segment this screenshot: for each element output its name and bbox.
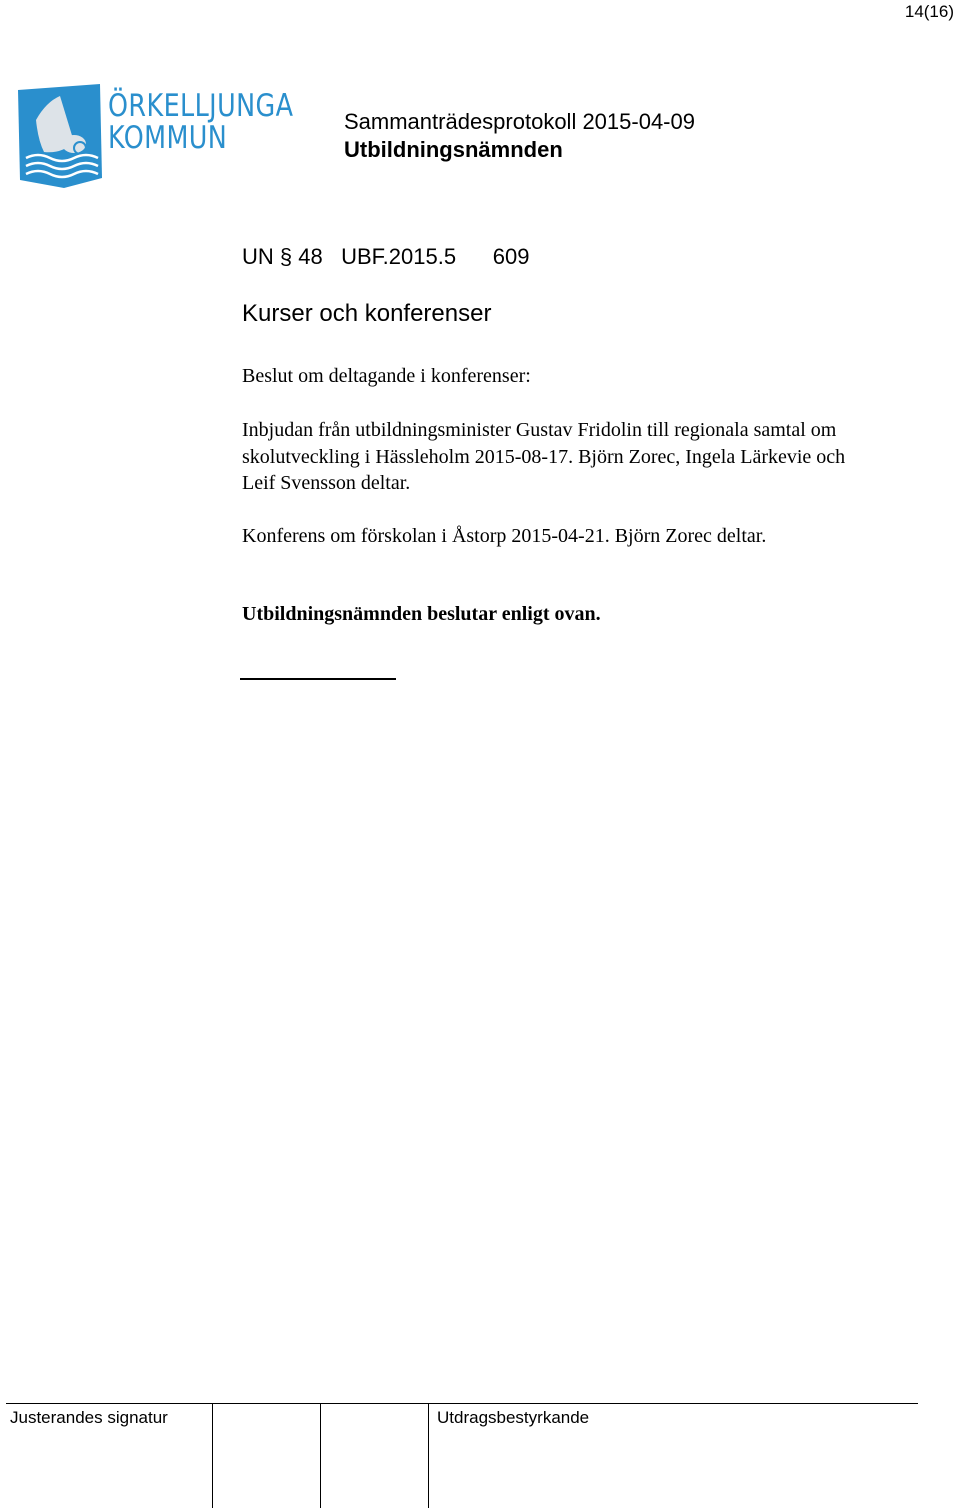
section-symbol: § xyxy=(279,244,293,269)
footer-divider xyxy=(6,1403,918,1404)
signature-box-divider xyxy=(428,1404,429,1508)
case-code: 609 xyxy=(492,244,530,269)
page-number: 14(16) xyxy=(904,2,954,21)
municipality-logo xyxy=(16,82,294,194)
case-prefix: UN xyxy=(242,244,274,269)
decision-intro: Beslut om deltagande i konferenser: xyxy=(242,365,531,387)
signature-box-divider xyxy=(212,1404,213,1508)
end-rule xyxy=(240,678,396,680)
logo-line-1: ÖRKELLJUNGA xyxy=(108,88,294,124)
signature-label: Justerandes signatur xyxy=(10,1408,168,1427)
decision-statement: Utbildningsnämnden beslutar enligt ovan. xyxy=(242,603,601,625)
paragraph-invitation: Inbjudan från utbildningsminister Gustav Fridolin till regionala samtal om skolutveckling i Hässleholm 2015-08-17. Björn Zorec, Ingela Lärkevie och Leif Svensson deltar. xyxy=(242,419,846,494)
signature-box-divider xyxy=(320,1404,321,1508)
case-diary-reference: UBF.2015.5 xyxy=(341,244,457,269)
bell-coat-of-arms-icon xyxy=(16,82,108,190)
logo-line-2: KOMMUN xyxy=(108,120,228,156)
protocol-title: Sammanträdesprotokoll 2015-04-09 xyxy=(344,109,695,134)
certification-label: Utdragsbestyrkande xyxy=(437,1408,590,1427)
paragraph-conference: Konferens om förskolan i Åstorp 2015-04-21. Björn Zorec deltar. xyxy=(242,525,767,547)
case-number: 48 xyxy=(298,244,323,269)
case-reference xyxy=(242,244,529,270)
section-title: Kurser och konferenser xyxy=(242,300,492,327)
committee-name: Utbildningsnämnden xyxy=(344,137,563,162)
